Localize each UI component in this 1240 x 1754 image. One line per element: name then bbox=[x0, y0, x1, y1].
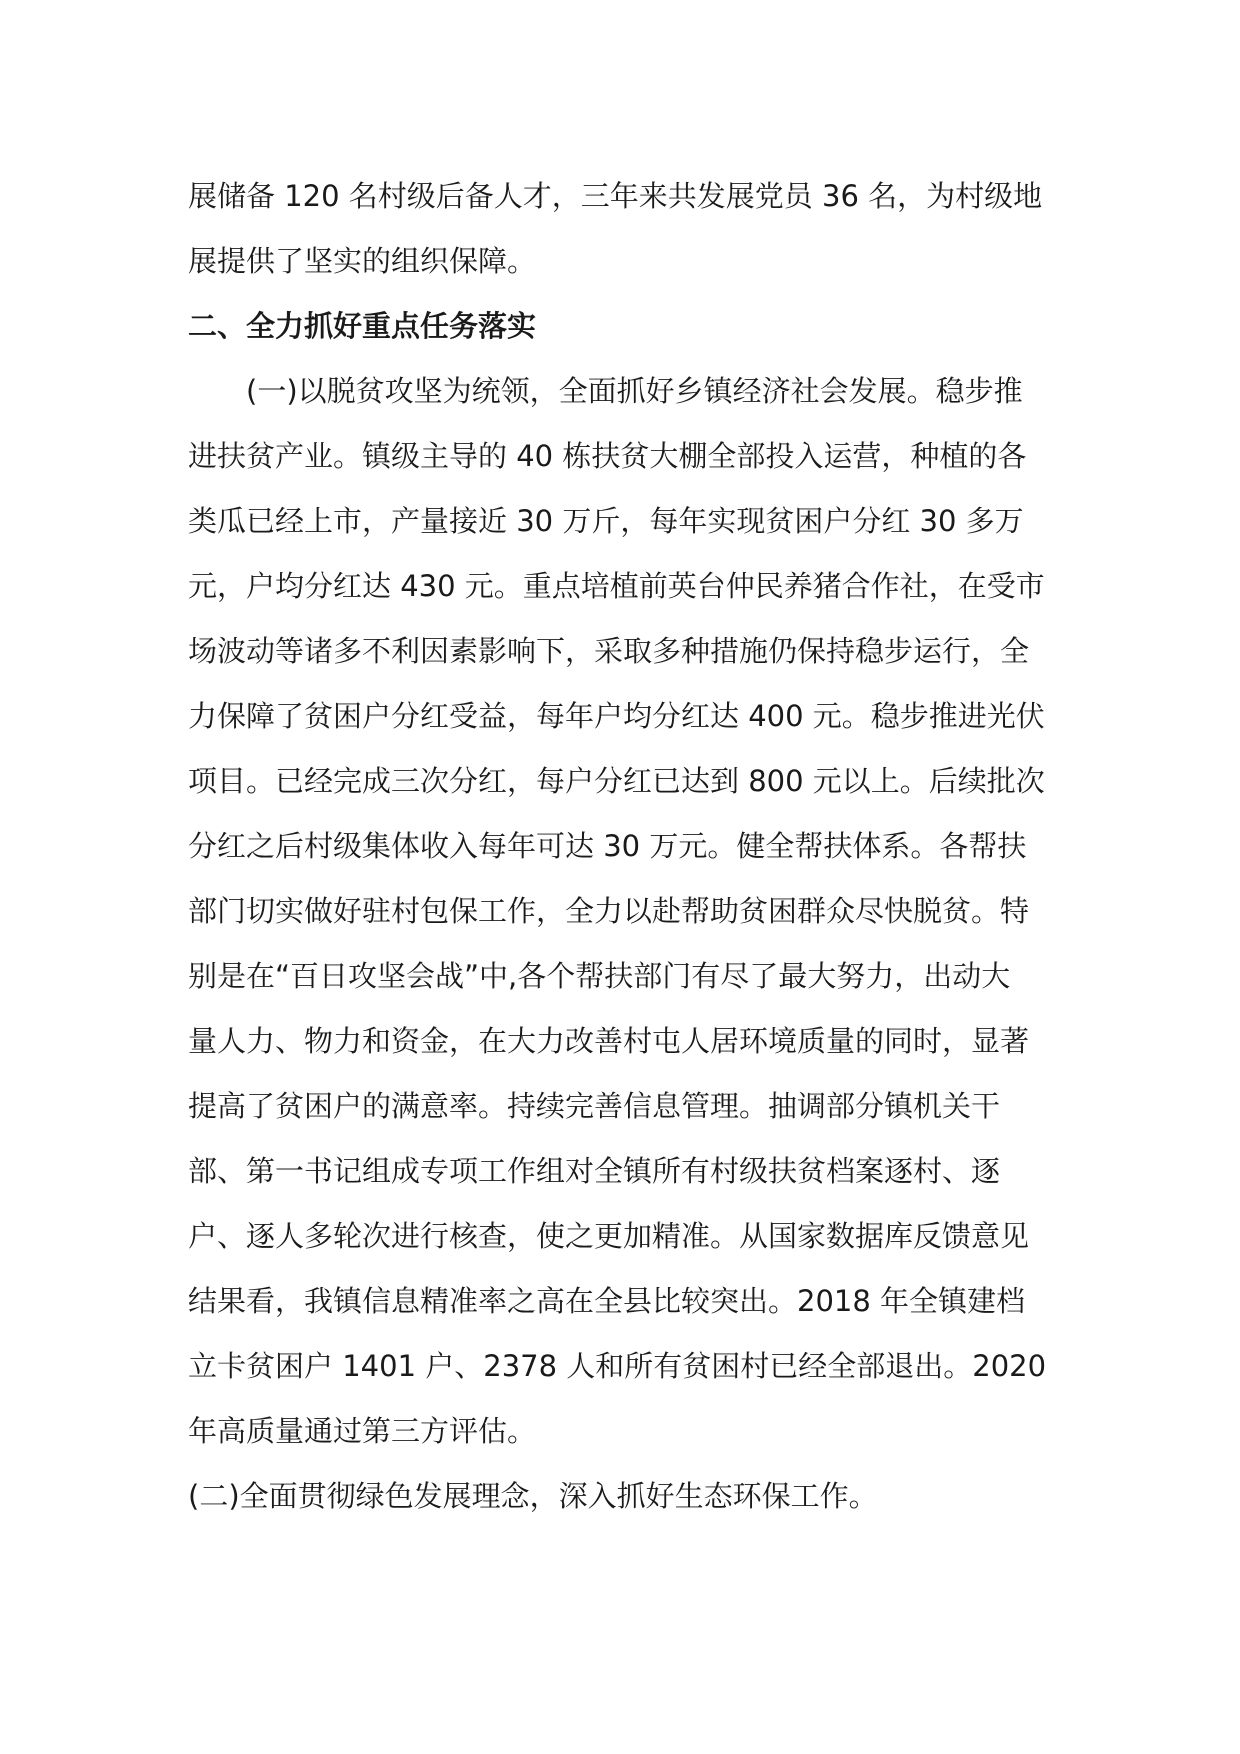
text-line: 展储备 120 名村级后备人才，三年来共发展党员 36 名，为村级地 bbox=[188, 179, 1043, 213]
text-line: 力保障了贫困户分红受益，每年户均分红达 400 元。稳步推进光伏 bbox=[188, 699, 1045, 733]
text-line: 分红之后村级集体收入每年可达 30 万元。健全帮扶体系。各帮扶 bbox=[188, 829, 1027, 863]
text-line: (一)以脱贫攻坚为统领，全面抓好乡镇经济社会发展。稳步推 bbox=[246, 374, 1023, 408]
text-line: 部门切实做好驻村包保工作，全力以赴帮助贫困群众尽快脱贫。特 bbox=[188, 894, 1030, 928]
text-line: 年高质量通过第三方评估。 bbox=[188, 1414, 537, 1448]
text-line: 别是在“百日攻坚会战”中,各个帮扶部门有尽了最大努力，出动大 bbox=[188, 959, 1011, 993]
continued-paragraph bbox=[188, 164, 1068, 294]
text-line: 进扶贫产业。镇级主导的 40 栋扶贫大棚全部投入运营，种植的各 bbox=[188, 439, 1027, 473]
text-line: 户、逐人多轮次进行核查，使之更加精准。从国家数据库反馈意见 bbox=[188, 1219, 1030, 1253]
text-line: 展提供了坚实的组织保障。 bbox=[188, 244, 537, 278]
text-line: 提高了贫困户的满意率。持续完善信息管理。抽调部分镇机关干 bbox=[188, 1089, 1001, 1123]
text-line: 项目。已经完成三次分红，每户分红已达到 800 元以上。后续批次 bbox=[188, 764, 1045, 798]
text-line: 量人力、物力和资金，在大力改善村屯人居环境质量的同时，显著 bbox=[188, 1024, 1030, 1058]
section-heading: 二、全力抓好重点任务落实 bbox=[188, 309, 537, 343]
document-body bbox=[188, 164, 1068, 1529]
text-line: 部、第一书记组成专项工作组对全镇所有村级扶贫档案逐村、逐 bbox=[188, 1154, 1001, 1188]
text-line: 元，户均分红达 430 元。重点培植前英台仲民养猪合作社，在受市 bbox=[188, 569, 1045, 603]
text-line: 场波动等诸多不利因素影响下，采取多种措施仍保持稳步运行，全 bbox=[188, 634, 1030, 668]
paragraph-poverty-alleviation bbox=[188, 359, 1068, 1464]
text-line: 立卡贫困户 1401 户、2378 人和所有贫困村已经全部退出。2020 bbox=[188, 1349, 1047, 1383]
text-line: 类瓜已经上市，产量接近 30 万斤，每年实现贫困户分红 30 多万 bbox=[188, 504, 1024, 538]
text-line: 结果看，我镇信息精准率之高在全县比较突出。2018 年全镇建档 bbox=[188, 1284, 1026, 1318]
paragraph-green-development: (二)全面贯彻绿色发展理念，深入抓好生态环保工作。 bbox=[188, 1479, 878, 1513]
